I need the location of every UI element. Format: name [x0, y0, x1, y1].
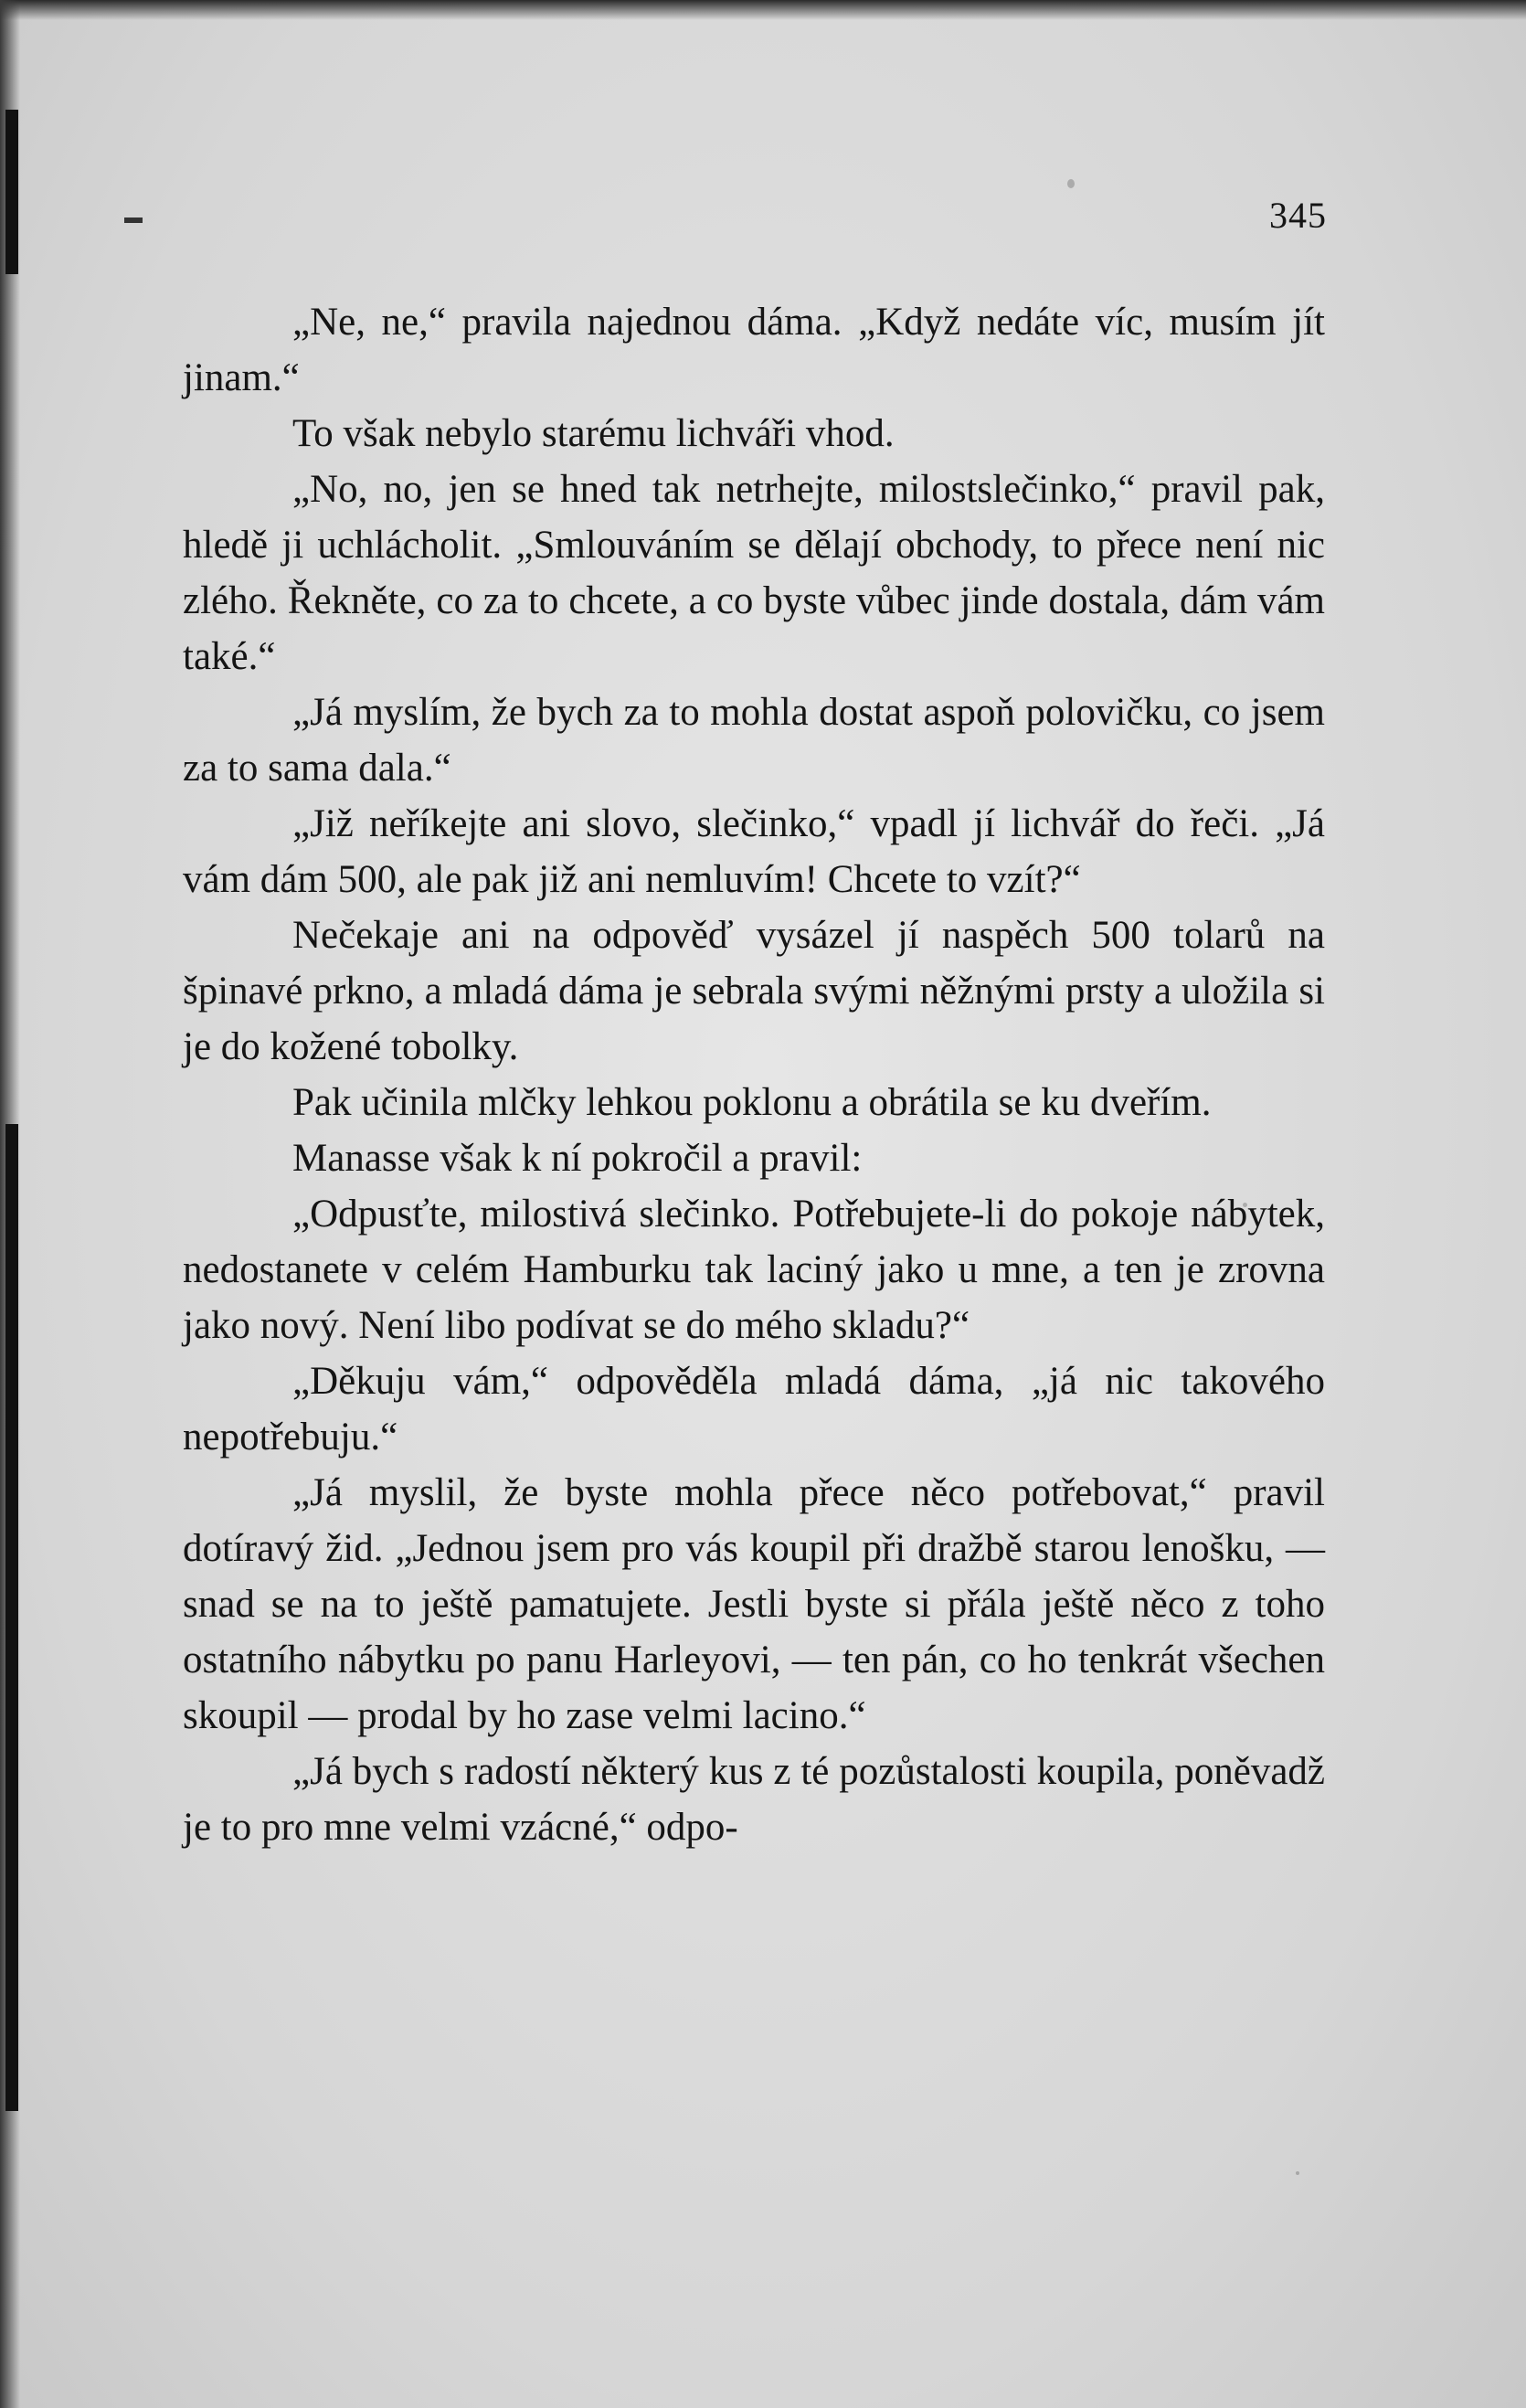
paragraph: „Již neříkejte ani slovo, slečinko,“ vpadl jí lichvář do řeči. „Já vám dám 500, ale pak již ani nemluvím! Chcete to vzít?“ [183, 802, 1325, 901]
binding-mark [5, 1124, 18, 2111]
paper-speck [1243, 1203, 1247, 1207]
margin-mark [124, 217, 143, 223]
paragraph: „No, no, jen se hned tak netrhejte, milostslečinko,“ pravil pak, hledě ji uchlácholit. „Smlouváním se dělají obchody, to přece není nic zlého. Řekněte, co za to chcete, a co byste vůbec jinde dostala, dám vám také.“ [183, 468, 1325, 678]
paragraph: „Děkuju vám,“ odpověděla mladá dáma, „já nic takového nepotřebuju.“ [183, 1360, 1325, 1459]
paragraph: „Odpusťte, milostivá slečinko. Potřebujete-li do pokoje nábytek, nedostanete v celém Hamburku tak laciný jako u mne, a ten je zrovna jako nový. Není libo podívat se do mého skladu?“ [183, 1193, 1325, 1347]
paper-speck [1067, 179, 1075, 188]
paragraph: Nečekaje ani na odpověď vysázel jí naspěch 500 tolarů na špinavé prkno, a mladá dáma je sebrala svými něžnými prsty a uložila si je do kožené tobolky. [183, 914, 1325, 1068]
paragraph: Pak učinila mlčky lehkou poklonu a obrátila se ku dveřím. [292, 1081, 1212, 1124]
paper-speck [1296, 2171, 1299, 2175]
page-number: 345 [1269, 195, 1327, 236]
paragraph: „Já myslím, že bych za to mohla dostat aspoň polovičku, co jsem za to sama dala.“ [183, 691, 1325, 790]
page-top-shadow [0, 0, 1526, 20]
paragraph: „Ne, ne,“ pravila najednou dáma. „Když nedáte víc, musím jít jinam.“ [183, 301, 1325, 399]
body-text [183, 294, 1325, 1855]
binding-mark [5, 110, 18, 274]
paragraph: Manasse však k ní pokročil a pravil: [292, 1137, 863, 1180]
paragraph: „Já bych s radostí některý kus z té pozůstalosti koupila, poněvadž je to pro mne velmi vzácné,“ odpo- [183, 1750, 1325, 1849]
paragraph: To však nebylo starému lichváři vhod. [292, 412, 895, 455]
paragraph: „Já myslil, že byste mohla přece něco potřebovat,“ pravil dotíravý žid. „Jednou jsem pro vás koupil při dražbě starou lenošku, — snad se na to ještě pamatujete. Jestli byste si přála ještě něco z toho ostatního nábytku po panu Harleyovi, — ten pán, co ho tenkrát všechen skoupil — prodal by ho zase velmi lacino.“ [183, 1471, 1325, 1737]
